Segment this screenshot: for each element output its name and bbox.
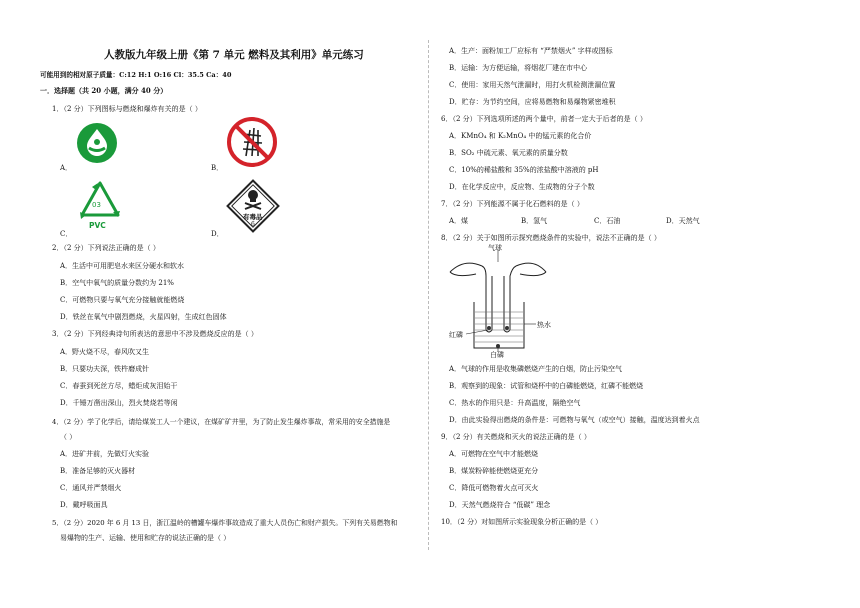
column-divider bbox=[428, 40, 429, 550]
q9-option-a: A．可燃物在空气中才能燃烧 bbox=[449, 450, 539, 458]
q2-option-c: C．可燃物只要与氧气充分接触就能燃烧 bbox=[60, 296, 185, 304]
q6-option-a: A．KMnO₄ 和 K₂MnO₄ 中的锰元素的化合价 bbox=[449, 132, 592, 140]
q7-option-c: C．石油 bbox=[594, 217, 621, 225]
section-heading: 一．选择题（共 20 小题，满分 40 分） bbox=[40, 86, 168, 95]
pvc-number: 03 bbox=[92, 201, 101, 209]
pvc-text: PVC bbox=[89, 221, 106, 230]
q9-option-c: C．降低可燃物着火点可灭火 bbox=[449, 484, 539, 492]
q1-label-c: C． bbox=[60, 230, 73, 238]
q10-stem: 10．（2 分）对如图所示实验现象分析正确的是（ ） bbox=[441, 518, 603, 526]
page-title: 人教版九年级上册《第 7 单元 燃料及其利用》单元练习 bbox=[104, 49, 364, 61]
toxic-label: 有毒品 bbox=[243, 213, 263, 221]
q5-stem-line2: 易爆物的生产、运输、使用和贮存的说法正确的是（ ） bbox=[60, 534, 231, 542]
q8-stem: 8．（2 分）关于如图所示探究燃烧条件的实验中，说法不正确的是（ ） bbox=[441, 234, 661, 242]
q5-stem-line1: 5．（2 分）2020 年 6 月 13 日，浙江温岭的槽罐车爆炸事故造成了重大人员伤亡和财产损失。下列有关易燃物和 bbox=[52, 519, 398, 527]
q9-option-d: D．天然气燃烧符合 “低碳” 理念 bbox=[449, 501, 551, 509]
q2-option-b: B．空气中氧气的质量分数约为 21% bbox=[60, 279, 174, 287]
label-white-phosphorus: 白磷 bbox=[490, 351, 504, 359]
q9-stem: 9．（2 分）有关燃烧和灭火的说法正确的是（ ） bbox=[441, 433, 591, 441]
combustion-experiment-figure bbox=[446, 246, 556, 358]
q8-option-d: D．由此实验得出燃烧的条件是：可燃物与氧气（或空气）接触，温度达到着火点 bbox=[449, 416, 700, 424]
recycle-icon bbox=[76, 179, 124, 233]
label-hot-water: 热水 bbox=[537, 321, 551, 329]
q7-option-b: B．氢气 bbox=[521, 217, 548, 225]
q4-option-c: C．通风并严禁烟火 bbox=[60, 484, 122, 492]
q1-label-b: B． bbox=[211, 164, 224, 172]
q1-stem: 1．（2 分）下列图标与燃烧和爆炸有关的是（ ） bbox=[52, 105, 202, 113]
q1-label-a: A． bbox=[60, 164, 73, 172]
q6-option-d: D．在化学反应中，反应物、生成物的分子个数 bbox=[449, 183, 595, 191]
q7-option-a: A．煤 bbox=[449, 217, 469, 225]
q6-option-b: B．SO₂ 中硫元素、氧元素的质量分数 bbox=[449, 149, 568, 157]
q4-option-a: A．进矿井前，先做灯火实验 bbox=[60, 450, 150, 458]
atomic-masses: 可能用到的相对原子质量：C:12 H:1 O:16 Cl：35.5 Ca：40 bbox=[40, 71, 232, 79]
water-drop-icon bbox=[75, 121, 119, 165]
q6-stem: 6．（2 分）下列选项所述的两个量中，前者一定大于后者的是（ ） bbox=[441, 115, 647, 123]
q2-option-a: A．生活中可用肥皂水来区分硬水和软水 bbox=[60, 262, 185, 270]
q2-option-d: D．铁丝在氧气中剧烈燃烧，火星四射，生成红色固体 bbox=[60, 313, 227, 321]
q4-option-b: B．准备足够的灭火器材 bbox=[60, 467, 136, 475]
q5-option-d: D．贮存：为节约空间，应将易燃物和易爆物紧密堆积 bbox=[449, 98, 616, 106]
q6-option-c: C．10%的稀盐酸和 35%的浓盐酸中溶液的 pH bbox=[449, 166, 599, 174]
toxic-skull-icon bbox=[224, 177, 282, 235]
q9-option-b: B．煤炭粉碎能使燃烧更充分 bbox=[449, 467, 539, 475]
q4-stem-line2: （ ） bbox=[60, 433, 77, 441]
q1-label-d: D． bbox=[211, 230, 224, 238]
q5-option-c: C．使用：家用天然气泄漏时，用打火机检测泄漏位置 bbox=[449, 81, 616, 89]
q5-option-b: B．运输：为方便运输，将烟花厂建在市中心 bbox=[449, 64, 588, 72]
toxic-class: 6 bbox=[251, 221, 255, 228]
q4-stem-line1: 4．（2 分）学了化学后，请给煤炭工人一个建议，在煤矿矿井里，为了防止发生爆炸事故，常采用的安全措施是 bbox=[52, 418, 391, 426]
q3-option-b: B．只要功夫深，铁杵磨成针 bbox=[60, 365, 150, 373]
q3-option-a: A．野火烧不尽，春风吹又生 bbox=[60, 348, 150, 356]
q3-option-c: C．春蚕到死丝方尽，蜡炬成灰泪始干 bbox=[60, 382, 178, 390]
q4-option-d: D．戴呼吸面具 bbox=[60, 501, 108, 509]
q8-option-b: B．观察到的现象：试管和烧杯中的白磷能燃烧，红磷不能燃烧 bbox=[449, 382, 644, 390]
no-fireworks-icon bbox=[226, 116, 278, 168]
q8-option-a: A．气球的作用是收集磷燃烧产生的白烟，防止污染空气 bbox=[449, 365, 623, 373]
q3-option-d: D．千锤万凿出深山，烈火焚烧若等闲 bbox=[60, 399, 178, 407]
label-red-phosphorus: 红磷 bbox=[449, 331, 463, 339]
q7-option-d: D．天然气 bbox=[666, 217, 700, 225]
q7-stem: 7．（2 分）下列能源不属于化石燃料的是（ ） bbox=[441, 200, 584, 208]
label-balloon: 气球 bbox=[488, 244, 502, 252]
q8-option-c: C．热水的作用只是：升高温度，隔绝空气 bbox=[449, 399, 581, 407]
q2-stem: 2．（2 分）下列说法正确的是（ ） bbox=[52, 244, 160, 252]
q5-option-a: A．生产：面粉加工厂应标有 “严禁烟火” 字样或图标 bbox=[449, 47, 613, 55]
q3-stem: 3．（2 分）下列经典诗句所表达的意思中不涉及燃烧反应的是（ ） bbox=[52, 330, 258, 338]
